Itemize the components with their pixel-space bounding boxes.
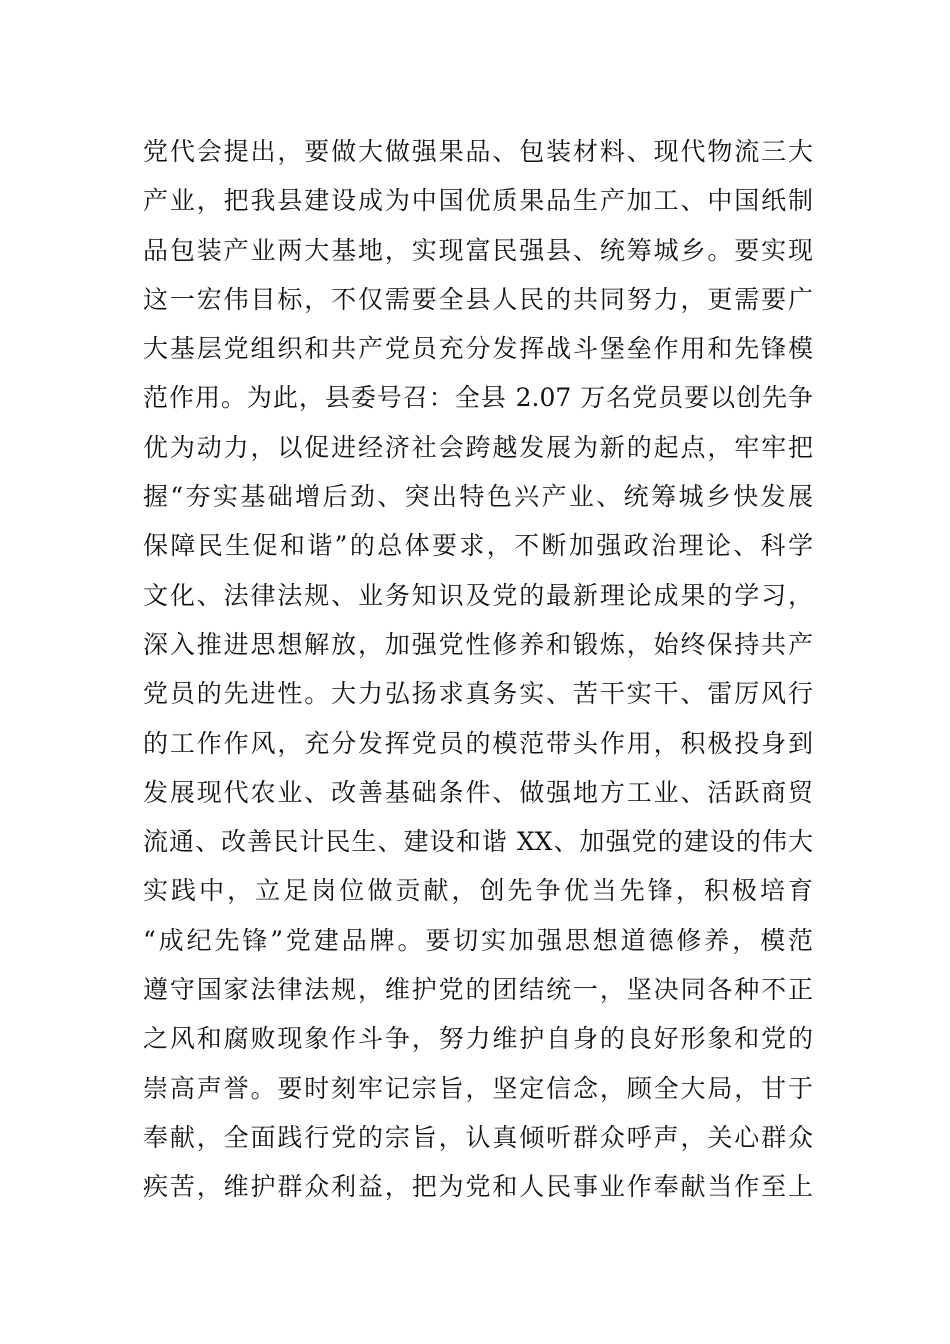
body-paragraph [143, 127, 813, 1212]
text-line: 流通、改善民计民生、建设和谐 XX、加强党的建设的伟大 [143, 827, 813, 857]
text-line: 品包装产业两大基地，实现富民强县、统筹城乡。要实现 [143, 235, 813, 265]
text-line: 范作用。为此，县委号召：全县 2.07 万名党员要以创先争 [143, 383, 813, 413]
text-line: 奉献，全面践行党的宗旨，认真倾听群众呼声，关心群众 [143, 1122, 813, 1152]
text-line: 之风和腐败现象作斗争，努力维护自身的良好形象和党的 [143, 1024, 813, 1054]
text-line: 大基层党组织和共产党员充分发挥战斗堡垒作用和先锋模 [143, 334, 813, 364]
text-line: 深入推进思想解放，加强党性修养和锻炼，始终保持共产 [143, 629, 813, 659]
text-line: 文化、法律法规、业务知识及党的最新理论成果的学习， [143, 580, 813, 610]
text-line: 党代会提出，要做大做强果品、包装材料、现代物流三大 [143, 137, 813, 166]
text-line: 产业，把我县建设成为中国优质果品生产加工、中国纸制 [143, 186, 813, 216]
text-line: 实践中，立足岗位做贡献，创先争优当先锋，积极培育 [143, 876, 813, 906]
text-line: 这一宏伟目标，不仅需要全县人民的共同努力，更需要广 [143, 284, 813, 314]
text-line: “成纪先锋”党建品牌。要切实加强思想道德修养，模范 [143, 925, 813, 955]
text-line: 党员的先进性。大力弘扬求真务实、苦干实干、雷厉风行 [143, 679, 813, 709]
text-line: 优为动力，以促进经济社会跨越发展为新的起点，牢牢把 [143, 432, 813, 462]
text-line: 疾苦，维护群众利益，把为党和人民事业作奉献当作至上 [143, 1172, 813, 1202]
text-line: 握“夯实基础增后劲、突出特色兴产业、统筹城乡快发展 [143, 482, 813, 512]
text-line: 遵守国家法律法规，维护党的团结统一，坚决同各种不正 [143, 975, 813, 1005]
text-line: 的工作作风，充分发挥党员的模范带头作用，积极投身到 [143, 728, 813, 758]
text-line: 发展现代农业、改善基础条件、做强地方工业、活跃商贸 [143, 777, 813, 807]
text-line: 保障民生促和谐”的总体要求，不断加强政治理论、科学 [143, 531, 813, 561]
text-line: 崇高声誉。要时刻牢记宗旨，坚定信念，顾全大局，甘于 [143, 1073, 813, 1103]
